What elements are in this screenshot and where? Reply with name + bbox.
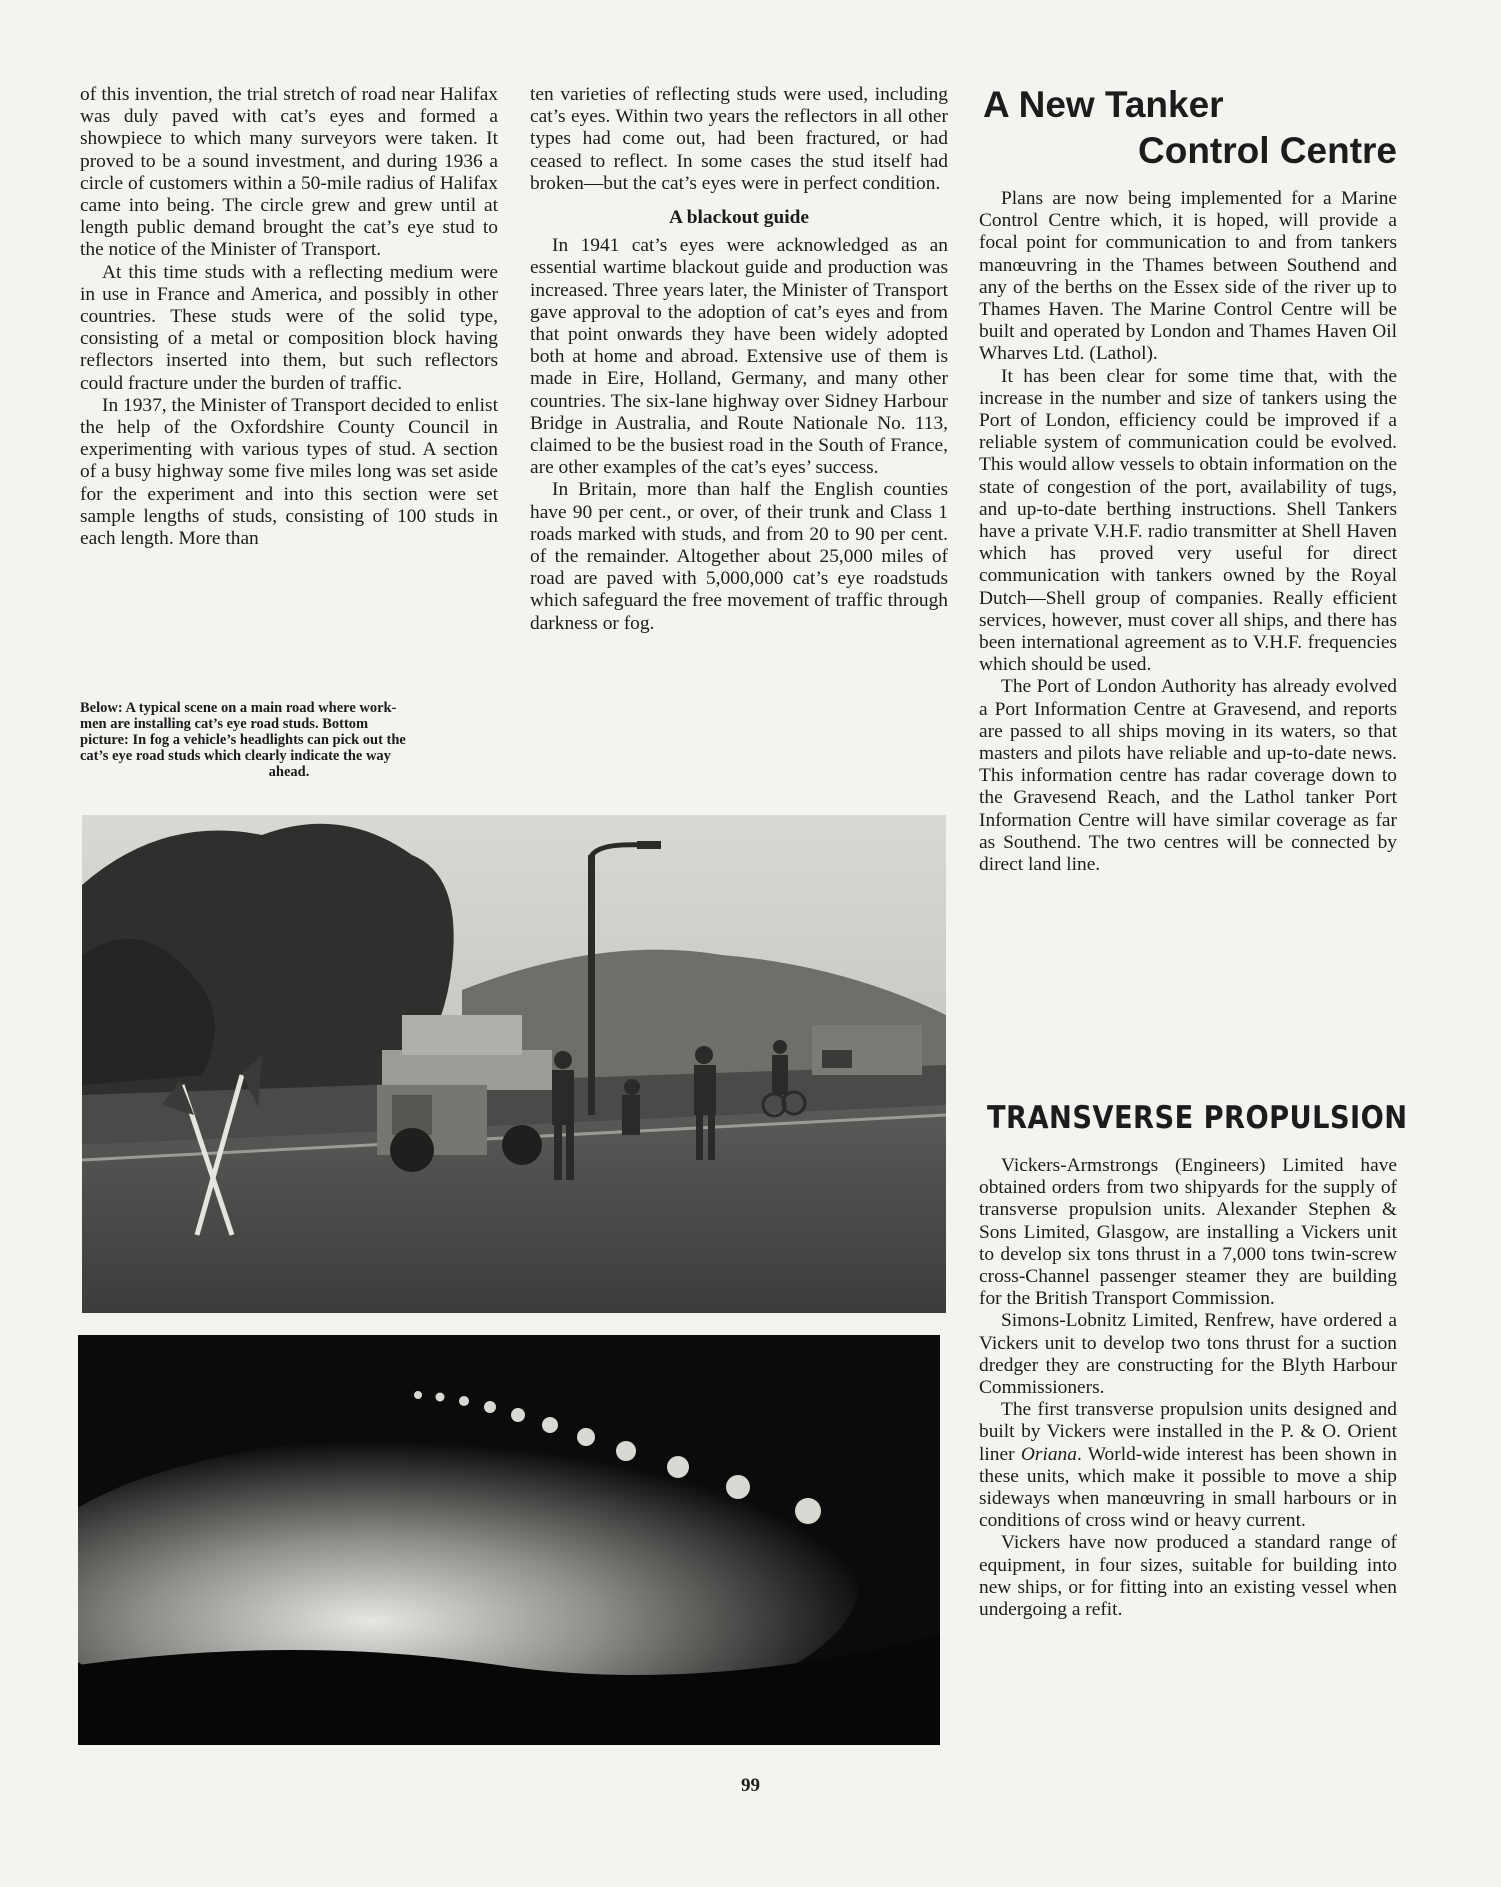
caption-line: Below: A typical scene on a main road where work- <box>80 700 397 716</box>
page-number: 99 <box>741 1775 760 1796</box>
caption-line: men are installing cat’s eye road studs. Bottom <box>80 716 369 732</box>
article-column-3 <box>979 188 1397 876</box>
photo-caption <box>80 700 498 780</box>
article-headline <box>983 82 1397 174</box>
article-column-2 <box>530 84 948 635</box>
paragraph: In Britain, more than half the English counties have 90 per cent., or over, of their trunk and Class 1 roads marked with studs, and from 20 to 90 per cent. of the remainder. Altogether about 25,000 miles of road are paved with 5,000,000 cat’s eye roadstuds which safeguard the free movement of traffic through darkness or fog. <box>530 479 948 634</box>
article-column-3-lower <box>979 1155 1397 1621</box>
fog-scene-illustration <box>78 1335 940 1745</box>
road-workers-photo <box>82 815 946 1313</box>
caption-line: cat’s eye road studs which clearly indicate the way <box>80 748 391 764</box>
fog-headlights-photo <box>78 1335 940 1745</box>
paragraph: The Port of London Authority has already evolved a Port Information Centre at Gravesend, and reports are passed to all ships moving in its waters, so that masters and pilots have reliable and up-to-date news. This information centre has radar coverage down to the Gravesend Reach, and the Lathol tanker Port Information Centre will have similar coverage as far as Southend. The two centres will be connected by direct land line. <box>979 676 1397 876</box>
section-subheading: A blackout guide <box>668 207 810 229</box>
section-headline: TRANSVERSE PROPULSION <box>987 1100 1408 1136</box>
paragraph: In 1937, the Minister of Transport decided to enlist the help of the Oxfordshire County Council in experimenting with various types of stud. A section of a busy highway some five miles long was set aside for the experiment and into this section were set sample lengths of studs, consisting of 100 studs in each length. More than <box>80 394 498 550</box>
road-scene-illustration <box>82 815 946 1313</box>
paragraph: of this invention, the trial stretch of road near Halifax was duly paved with cat’s eyes and formed a showpiece to which many surveyors were taken. It proved to be a sound investment, and during 1936 a circle of customers within a 50-mile radius of Halifax came into being. The circle grew and grew until at length public demand brought the cat’s eye stud to the notice of the Minister of Transport. <box>80 84 498 261</box>
paragraph: Vickers-Armstrongs (Engineers) Limited have obtained orders from two shipyards for the supply of transverse propulsion units. Alexander Stephen & Sons Limited, Glasgow, are installing a Vickers unit to develop six tons thrust in a 7,000 tons twin-screw cross-Channel passenger steamer they are building for the British Transport Commission. <box>979 1155 1397 1310</box>
ship-name: Oriana <box>1020 1443 1077 1465</box>
text-run: . World-wide interest has been shown in these units, which make it possible to move a ship sideways when manœuvring in small harbours or in conditions of cross wind or heavy current. <box>979 1443 1397 1532</box>
paragraph: Simons-Lobnitz Limited, Renfrew, have ordered a Vickers unit to develop two tons thrust for a suction dredger they are constructing for the Blyth Harbour Commissioners. <box>979 1310 1397 1399</box>
paragraph <box>979 1399 1397 1532</box>
article-column-1 <box>80 84 498 550</box>
text-run: The first transverse propulsion units designed and built by Vickers were installed in the P. & O. Orient liner <box>979 1399 1397 1465</box>
headline-line: Control Centre <box>1138 130 1397 171</box>
caption-line: picture: In fog a vehicle’s headlights can pick out the <box>80 732 406 748</box>
paragraph: In 1941 cat’s eyes were acknowledged as an essential wartime blackout guide and production was increased. Three years later, the Minister of Transport gave approval to the adoption of cat’s eyes and from that point onwards they have been widely adopted both at home and abroad. Extensive use of them is made in Eire, Holland, Germany, and many other countries. The six-lane highway over Sidney Harbour Bridge in Australia, and Route Nationale No. 113, claimed to be the busiest road in the South of France, are other examples of the cat’s eyes’ success. <box>530 235 948 479</box>
paragraph: At this time studs with a reflecting medium were in use in France and America, and possibly in other countries. These studs were of the solid type, consisting of a metal or composition block having reflectors inserted into them, but such reflectors could fracture under the burden of traffic. <box>80 261 498 394</box>
paragraph: ten varieties of reflecting studs were used, including cat’s eyes. Within two years the reflectors in all other types had come out, had been fractured, or had ceased to reflect. In some cases the stud itself had broken—but the cat’s eyes were in perfect condition. <box>530 84 948 194</box>
headline-line: A New Tanker <box>983 84 1224 125</box>
paragraph: Plans are now being implemented for a Marine Control Centre which, it is hoped, will provide a focal point for communication to and from tankers manœuvring in the Thames between Southend and any of the berths on the Essex side of the river up to Thames Haven. The Marine Control Centre will be built and operated by London and Thames Haven Oil Wharves Ltd. (Lathol). <box>979 188 1397 365</box>
caption-line: ahead. <box>268 764 310 780</box>
paragraph: It has been clear for some time that, with the increase in the number and size of tankers using the Port of London, efficiency could be improved if a reliable system of communication could be evolved. This would allow vessels to obtain information on the state of congestion of the port, availability of tugs, and up-to-date berthing instructions. Shell Tankers have a private V.H.F. radio transmitter at Shell Haven which has proved very useful for direct communication with tankers owned by the Royal Dutch—Shell group of companies. Really efficient services, however, must cover all ships, and there has been international agreement as to V.H.F. frequencies which should be used. <box>979 365 1397 676</box>
paragraph: Vickers have now produced a standard range of equipment, in four sizes, suitable for building into new ships, or for fitting into an existing vessel when undergoing a refit. <box>979 1532 1397 1621</box>
